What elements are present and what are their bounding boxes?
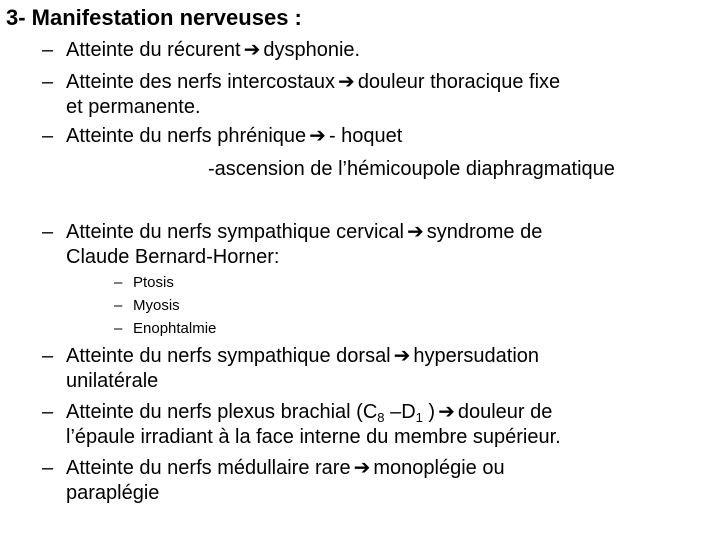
list-item-text [66,456,505,481]
item-cause: Atteinte du nerfs médullaire rare [66,457,351,479]
item-cause: Atteinte des nerfs intercostaux [66,71,336,93]
item-continuation: paraplégie [66,482,160,504]
item-effect: syndrome de [426,221,543,243]
bullet-dash: – [42,125,54,147]
item-cause: Atteinte du nerfs phrénique [66,125,307,147]
bullet-dash: – [42,457,54,479]
bullet-dash: – [42,401,54,423]
arrow-right-icon: ➔ [438,401,455,423]
sub-list-item [0,272,300,294]
section-title: 3- Manifestation nerveuses : [6,5,302,30]
subscript: 1 [415,410,423,425]
sub-item-text: Myosis [133,297,180,314]
list-item-text [66,220,542,245]
item-cause-mid: –D [384,401,416,423]
item-cause: Atteinte du nerfs sympathique cervical [66,221,404,243]
item-cause-end: ) [422,401,436,423]
item-continuation: l’épaule irradiant à la face interne du membre supérieur. [66,426,561,448]
item-continuation: et permanente. [66,96,201,118]
bullet-dash: – [42,39,54,61]
item-effect: monoplégie ou [373,457,505,479]
list-item [0,344,720,394]
arrow-right-icon: ➔ [338,71,355,93]
sub-list-item [0,318,300,340]
list-item-text [66,344,539,369]
arrow-right-icon: ➔ [353,457,371,479]
item-cause: Atteinte du récurent [66,39,241,61]
item-effect: douleur de [457,401,553,423]
bullet-dash: – [42,71,54,93]
list-item-text [66,124,402,149]
bullet-dash: – [114,320,123,337]
sub-item-text: Enophtalmie [133,320,217,337]
arrow-right-icon: ➔ [406,221,424,243]
arrow-right-icon: ➔ [243,39,261,61]
arrow-right-icon: ➔ [393,345,411,367]
list-item-text [66,38,360,63]
list-item [0,400,720,450]
item-continuation: -ascension de l’hémicoupole diaphragmatique [208,158,615,180]
list-item [0,38,720,63]
item-continuation: unilatérale [66,370,159,392]
list-item [0,70,720,120]
item-continuation: Claude Bernard-Horner: [66,246,280,268]
item-effect: hypersudation [413,345,540,367]
item-cause: Atteinte du nerfs plexus brachial (C [66,401,378,423]
bullet-dash: – [114,274,123,291]
item-cause: Atteinte du nerfs sympathique dorsal [66,345,391,367]
list-item-text [66,70,560,95]
arrow-right-icon: ➔ [309,125,326,147]
sub-list-item [0,295,300,317]
item-effect: douleur thoracique fixe [357,71,561,93]
bullet-dash: – [42,345,54,367]
bullet-dash: – [42,221,54,243]
list-item [0,220,720,270]
list-item [0,456,720,506]
list-item [0,124,720,184]
bullet-dash: – [114,297,123,314]
sub-item-text: Ptosis [133,274,174,291]
item-effect: - hoquet [328,125,403,147]
item-effect: dysphonie. [263,39,361,61]
subscript: 8 [377,410,385,425]
